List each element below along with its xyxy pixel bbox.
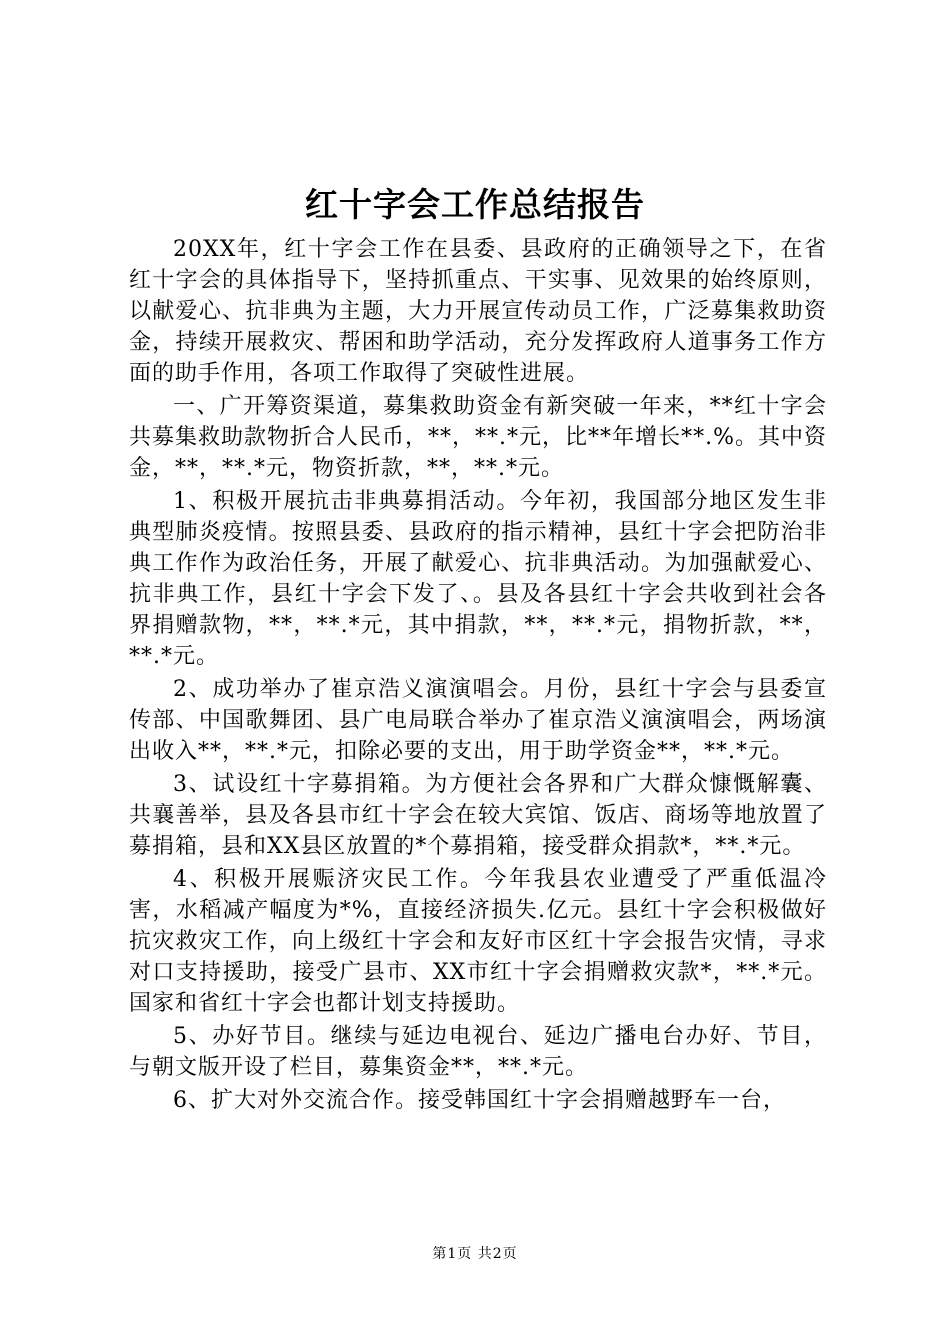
- paragraph-item-4: 4、积极开展赈济灾民工作。今年我县农业遭受了严重低温冷害，水稻减产幅度为*%，直接经济损失.亿元。县红十字会积极做好抗灾救灾工作，向上级红十字会和友好市区红十字会报告灾情，寻求对口支持援助，接受广县市、XX市红十字会捐赠救灾款*，**.*元。国家和省红十字会也都计划支持援助。: [129, 867, 827, 1016]
- document-body: [129, 234, 827, 1118]
- page-number-footer: 第1页 共2页: [432, 1246, 518, 1262]
- paragraph-section-1: 一、广开筹资渠道，募集救助资金有新突破一年来，**红十字会共募集救助款物折合人民币，**，**.*元，比**年增长**.%。其中资金，**，**.*元，物资折款，**，**.*元。: [129, 394, 827, 481]
- paragraph-item-2: 2、成功举办了崔京浩义演演唱会。月份，县红十字会与县委宣传部、中国歌舞团、县广电局联合举办了崔京浩义演演唱会，两场演出收入**，**.*元，扣除必要的支出，用于助学资金**，**.*元。: [129, 677, 827, 764]
- paragraph-item-3: 3、试设红十字募捐箱。为方便社会各界和广大群众慷慨解囊、共襄善举，县及各县市红十字会在较大宾馆、饭店、商场等地放置了募捐箱，县和XX县区放置的*个募捐箱，接受群众捐款*，**.*元。: [129, 772, 827, 859]
- paragraph-item-6: 6、扩大对外交流合作。接受韩国红十字会捐赠越野车一台，: [173, 1088, 786, 1113]
- document-title: 红十字会工作总结报告: [305, 185, 645, 224]
- paragraph-intro: 20XX年，红十字会工作在县委、县政府的正确领导之下，在省红十字会的具体指导下，坚持抓重点、干实事、见效果的始终原则，以献爱心、抗非典为主题，大力开展宣传动员工作，广泛募集救助资金，持续开展救灾、帮困和助学活动，充分发挥政府人道事务工作方面的助手作用，各项工作取得了突破性进展。: [129, 237, 827, 386]
- paragraph-item-5: 5、办好节目。继续与延边电视台、延边广播电台办好、节目，与朝文版开设了栏目，募集资金**，**.*元。: [129, 1024, 827, 1080]
- paragraph-item-1: 1、积极开展抗击非典募捐活动。今年初，我国部分地区发生非典型肺炎疫情。按照县委、县政府的指示精神，县红十字会把防治非典工作作为政治任务，开展了献爱心、抗非典活动。为加强献爱心、抗非典工作，县红十字会下发了、。县及各县红十字会共收到社会各界捐赠款物，**，**.*元，其中捐款，**，**.*元，捐物折款，**，**.*元。: [129, 489, 827, 669]
